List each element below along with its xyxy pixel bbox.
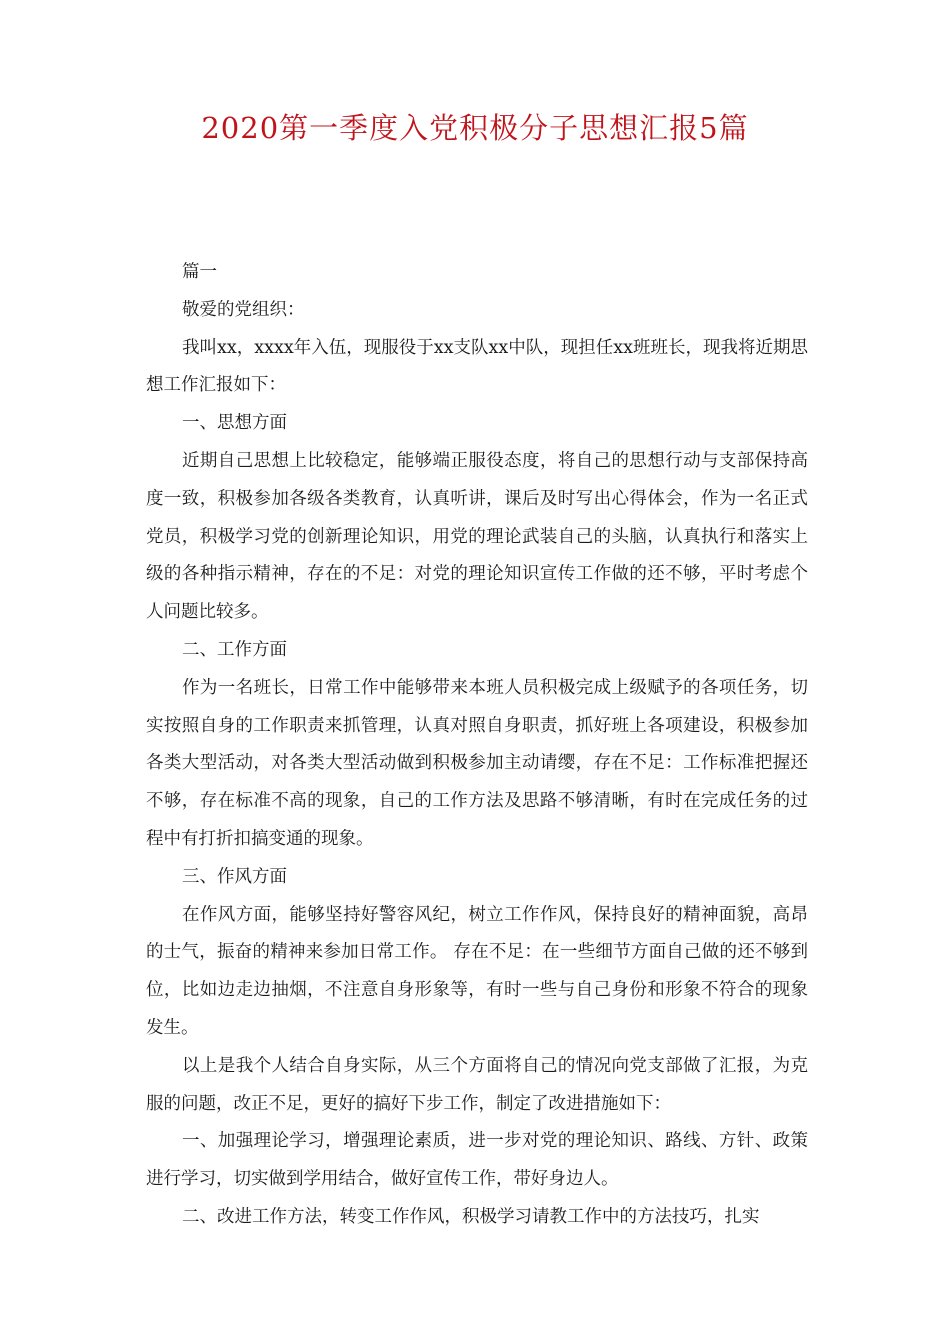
body-paragraph: 以上是我个人结合自身实际，从三个方面将自己的情况向党支部做了汇报，为克服的问题，改正不足，更好的搞好下步工作，制定了改进措施如下： — [146, 1055, 808, 1114]
body-paragraph: 作为一名班长，日常工作中能够带来本班人员积极完成上级赋予的各项任务，切实按照自身的工作职责来抓管理，认真对照自身职责，抓好班上各项建设，积极参加各类大型活动，对各类大型活动做到积极参加主动请缨，存在不足：工作标准把握还不够，存在标准不高的现象，自己的工作方法及思路不够清晰，有时在完成任务的过程中有打折扣搞变通的现象。 — [146, 677, 808, 849]
section-label: 篇一 — [182, 262, 217, 282]
section-heading: 一、思想方面 — [182, 413, 287, 434]
document-body — [146, 254, 808, 1237]
body-paragraph: 二、改进工作方法，转变工作作风，积极学习请教工作中的方法技巧，扎实 — [182, 1206, 760, 1227]
salutation: 敬爱的党组织： — [182, 299, 305, 320]
body-paragraph: 我叫xx，xxxx年入伍，现服役于xx支队xx中队，现担任xx班班长，现我将近期思想工作汇报如下： — [146, 337, 808, 396]
body-paragraph: 近期自己思想上比较稳定，能够端正服役态度，将自己的思想行动与支部保持高度一致，积极参加各级各类教育，认真听讲，课后及时写出心得体会，作为一名正式党员，积极学习党的创新理论知识，用党的理论武装自己的头脑，认真执行和落实上级的各种指示精神，存在的不足：对党的理论知识宣传工作做的还不够，平时考虑个人问题比较多。 — [146, 450, 808, 623]
body-paragraph: 一、加强理论学习，增强理论素质，进一步对党的理论知识、路线、方针、政策进行学习，切实做到学用结合，做好宣传工作，带好身边人。 — [146, 1131, 808, 1190]
body-paragraph: 在作风方面，能够坚持好警容风纪，树立工作作风，保持良好的精神面貌，高昂的士气，振奋的精神来参加日常工作。 存在不足：在一些细节方面自己做的还不够到位，比如边走边抽烟，不注意自身形象等，有时一些与自己身份和形象不符合的现象发生。 — [146, 904, 808, 1038]
section-heading: 二、工作方面 — [182, 639, 287, 660]
document-title: 2020第一季度入党积极分子思想汇报5篇 — [201, 111, 749, 145]
section-heading: 三、作风方面 — [182, 866, 287, 887]
